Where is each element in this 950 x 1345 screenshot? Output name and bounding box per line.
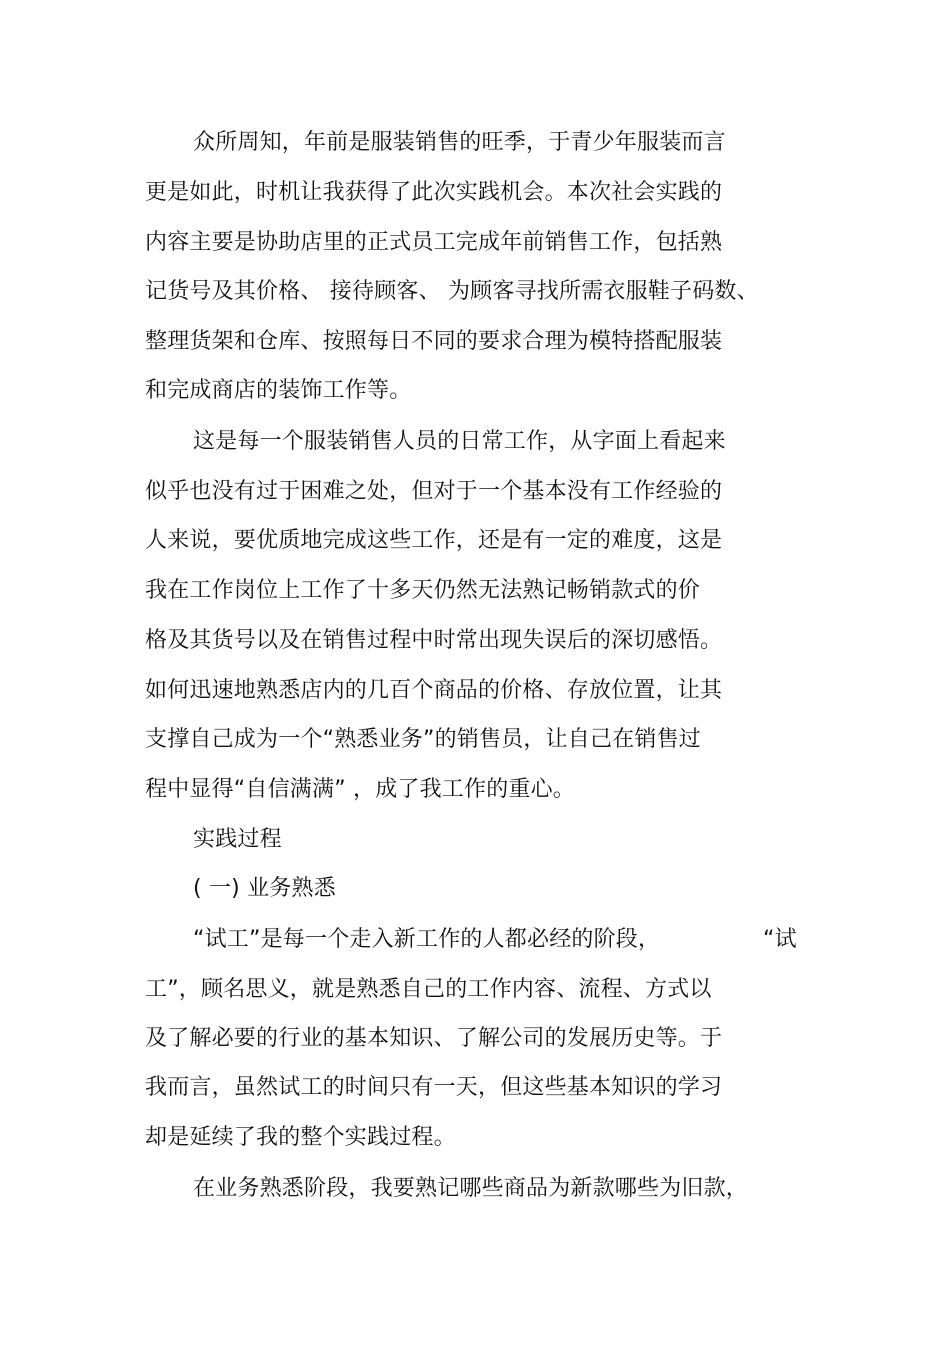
paragraph-line: 格及其货号以及在销售过程中时常出现失误后的深切感悟。 — [145, 628, 723, 653]
paragraph-line: 人来说，要优质地完成这些工作，还是有一定的难度，这是 — [145, 528, 723, 553]
paragraph-line: 这是每一个服装销售人员的日常工作，从字面上看起来 — [193, 429, 726, 454]
paragraph-line: 众所周知，年前是服装销售的旺季，于青少年服装而言 — [193, 130, 726, 155]
paragraph-line: 整理货架和仓库、按照每日不同的要求合理为模特搭配服装 — [145, 329, 723, 354]
paragraph-line: 工”，顾名思义，就是熟悉自己的工作内容、流程、方式以 — [145, 977, 712, 1002]
paragraph-line: 更是如此，时机让我获得了此次实践机会。本次社会实践的 — [145, 180, 723, 205]
paragraph-line-fragment: “试 — [763, 927, 797, 952]
paragraph-line: 却是延续了我的整个实践过程。 — [145, 1125, 456, 1150]
paragraph-line: 似乎也没有过于困难之处，但对于一个基本没有工作经验的 — [145, 479, 723, 504]
paragraph-line: 及了解必要的行业的基本知识、了解公司的发展历史等。于 — [145, 1026, 723, 1051]
paragraph-line: 在业务熟悉阶段，我要熟记哪些商品为新款哪些为旧款， — [193, 1176, 749, 1201]
paragraph-line: 支撑自己成为一个“熟悉业务”的销售员，让自己在销售过 — [145, 727, 701, 752]
paragraph-line: 记货号及其价格、 接待顾客、 为顾客寻找所需衣服鞋子码数、 — [145, 279, 759, 304]
section-heading: 实践过程 — [193, 827, 282, 852]
paragraph-line: 内容主要是协助店里的正式员工完成年前销售工作，包括熟 — [145, 230, 723, 255]
paragraph-line: 程中显得“自信满满” ，成了我工作的重心。 — [145, 777, 575, 802]
paragraph-line: 我而言，虽然试工的时间只有一天，但这些基本知识的学习 — [145, 1075, 723, 1100]
paragraph-line: “试工”是每一个走入新工作的人都必经的阶段， — [193, 927, 661, 952]
paragraph-line: 和完成商店的装饰工作等。 — [145, 378, 412, 403]
subsection-heading: ( 一) 业务熟悉 — [193, 876, 336, 901]
paragraph-line: 如何迅速地熟悉店内的几百个商品的价格、存放位置，让其 — [145, 678, 723, 703]
paragraph-line: 我在工作岗位上工作了十多天仍然无法熟记畅销款式的价 — [145, 578, 701, 603]
